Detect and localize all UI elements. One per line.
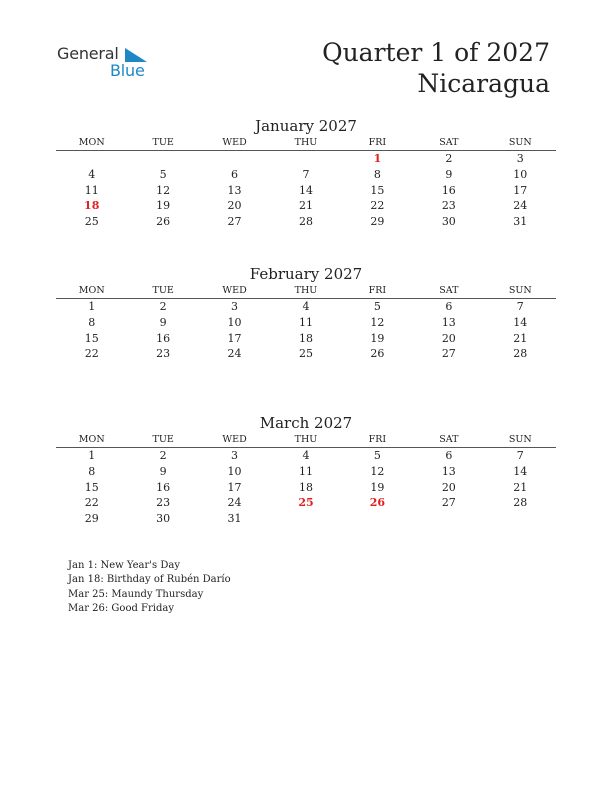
- day-cell: 10: [227, 464, 242, 478]
- day-cell: 20: [227, 199, 242, 213]
- day-cell: 7: [516, 449, 524, 462]
- day-cell: 8: [88, 315, 96, 329]
- page-title: Quarter 1 of 2027: [322, 38, 550, 67]
- day-cell: 14: [513, 464, 528, 478]
- week-row: [56, 495, 556, 511]
- day-cell: 10: [513, 167, 528, 181]
- day-cell: 4: [302, 449, 310, 462]
- holiday-note: Mar 26: Good Friday: [68, 603, 174, 615]
- logo-word-blue: Blue: [110, 61, 145, 80]
- day-cell: 23: [441, 199, 456, 213]
- weekday-label: THU: [294, 285, 318, 296]
- day-cell: 17: [513, 183, 528, 197]
- holiday-note: Mar 25: Maundy Thursday: [68, 588, 204, 600]
- day-cell: 23: [156, 347, 171, 361]
- day-cell: 27: [441, 496, 456, 510]
- day-cell: 4: [88, 167, 96, 181]
- holiday-note: Jan 1: New Year's Day: [68, 560, 180, 571]
- week-row: [56, 331, 556, 347]
- month-january: [56, 116, 556, 230]
- weekday-label: TUE: [152, 434, 174, 445]
- day-cell: 29: [370, 215, 385, 229]
- day-cell: 28: [513, 496, 528, 510]
- day-cell: 26: [156, 215, 171, 229]
- day-cell: 21: [298, 199, 313, 213]
- week-row: [56, 167, 556, 183]
- weekday-label: SAT: [439, 137, 459, 148]
- weekday-label: FRI: [368, 137, 387, 148]
- weekday-label: MON: [78, 285, 105, 296]
- day-cell: 5: [159, 167, 167, 181]
- day-cell: 3: [231, 300, 239, 313]
- day-cell: 16: [156, 331, 171, 345]
- weekday-label: THU: [294, 434, 318, 445]
- day-cell: 13: [227, 183, 242, 197]
- week-row: [56, 448, 556, 464]
- empty-day-cell: [56, 151, 127, 167]
- month-title: February 2027: [249, 265, 363, 283]
- logo-triangle-icon: [125, 48, 147, 62]
- weekday-label: SAT: [439, 285, 459, 296]
- day-cell: 18: [298, 480, 313, 494]
- day-cell: 25: [298, 347, 313, 361]
- day-cell: 2: [159, 449, 167, 462]
- day-cell: 11: [298, 315, 313, 329]
- day-cell: 6: [445, 449, 453, 462]
- weekday-label: SAT: [439, 434, 459, 445]
- weekday-label: FRI: [368, 434, 387, 445]
- day-cell: 12: [156, 183, 171, 197]
- month-march: [56, 413, 556, 527]
- weekday-header: [56, 136, 556, 151]
- week-row: [56, 214, 556, 230]
- weekday-label: SUN: [508, 434, 532, 445]
- day-cell: 7: [516, 300, 524, 313]
- day-cell: 24: [227, 496, 242, 510]
- logo: [57, 44, 157, 84]
- day-cell: 20: [441, 480, 456, 494]
- week-row: [56, 151, 556, 167]
- week-row: [56, 198, 556, 214]
- day-cell: 22: [84, 496, 99, 510]
- weekday-label: THU: [294, 137, 318, 148]
- day-cell: 13: [441, 464, 456, 478]
- day-cell: 1: [373, 152, 382, 165]
- day-cell: 30: [156, 512, 171, 526]
- holiday-note: Jan 18: Birthday of Rubén Darío: [68, 574, 231, 586]
- weekday-label: FRI: [368, 285, 387, 296]
- day-cell: 14: [513, 315, 528, 329]
- day-cell: 22: [370, 199, 385, 213]
- weekday-label: TUE: [152, 285, 174, 296]
- week-row: [56, 464, 556, 480]
- weekday-label: SUN: [508, 137, 532, 148]
- month-title: January 2027: [255, 117, 357, 135]
- weekday-header: [56, 433, 556, 448]
- weekday-label: TUE: [152, 137, 174, 148]
- weekday-label: MON: [78, 137, 105, 148]
- empty-day-cell: [127, 151, 198, 167]
- day-cell: 26: [370, 347, 385, 361]
- day-cell: 5: [373, 300, 381, 313]
- week-row: [56, 299, 556, 315]
- day-cell: 12: [370, 464, 385, 478]
- day-cell: 7: [302, 167, 310, 181]
- day-cell: 17: [227, 331, 242, 345]
- empty-day-cell: [485, 511, 556, 527]
- empty-day-cell: [342, 511, 413, 527]
- day-cell: 4: [302, 300, 310, 313]
- day-cell: 16: [156, 480, 171, 494]
- day-cell: 24: [227, 347, 242, 361]
- day-cell: 19: [156, 199, 171, 213]
- day-cell: 9: [159, 315, 167, 329]
- empty-day-cell: [270, 511, 341, 527]
- day-cell: 17: [227, 480, 242, 494]
- day-cell: 19: [370, 331, 385, 345]
- weekday-header: [56, 284, 556, 299]
- weekday-label: SUN: [508, 285, 532, 296]
- week-row: [56, 511, 556, 527]
- day-cell: 15: [370, 183, 385, 197]
- empty-day-cell: [413, 511, 484, 527]
- week-row: [56, 315, 556, 331]
- day-cell: 9: [445, 167, 453, 181]
- day-cell: 9: [159, 464, 167, 478]
- day-cell: 8: [373, 167, 381, 181]
- day-cell: 21: [513, 331, 528, 345]
- day-cell: 30: [441, 215, 456, 229]
- weekday-label: WED: [222, 434, 247, 445]
- day-cell: 16: [441, 183, 456, 197]
- month-grid: [56, 448, 556, 527]
- day-cell: 15: [84, 480, 99, 494]
- day-cell: 25: [298, 496, 314, 510]
- month-grid: [56, 151, 556, 230]
- day-cell: 21: [513, 480, 528, 494]
- country-name: Nicaragua: [417, 69, 550, 98]
- day-cell: 2: [159, 300, 167, 313]
- day-cell: 28: [298, 215, 313, 229]
- day-cell: 11: [298, 464, 313, 478]
- day-cell: 22: [84, 347, 99, 361]
- weekday-label: MON: [78, 434, 105, 445]
- day-cell: 18: [298, 331, 313, 345]
- week-row: [56, 480, 556, 496]
- day-cell: 1: [88, 300, 96, 313]
- day-cell: 24: [513, 199, 528, 213]
- day-cell: 3: [231, 449, 239, 462]
- day-cell: 6: [445, 300, 453, 313]
- week-row: [56, 183, 556, 199]
- day-cell: 26: [369, 496, 386, 510]
- day-cell: 2: [445, 152, 453, 165]
- day-cell: 6: [231, 167, 239, 181]
- day-cell: 8: [88, 464, 96, 478]
- empty-day-cell: [199, 151, 270, 167]
- logo-word-general: General: [57, 44, 119, 63]
- empty-day-cell: [270, 151, 341, 167]
- day-cell: 23: [156, 496, 171, 510]
- day-cell: 31: [227, 512, 242, 526]
- day-cell: 14: [298, 183, 313, 197]
- month-grid: [56, 299, 556, 362]
- day-cell: 10: [227, 315, 242, 329]
- day-cell: 28: [513, 347, 528, 361]
- day-cell: 15: [84, 331, 99, 345]
- day-cell: 19: [370, 480, 385, 494]
- week-row: [56, 346, 556, 362]
- weekday-label: WED: [222, 137, 247, 148]
- month-title: March 2027: [259, 414, 353, 432]
- day-cell: 27: [441, 347, 456, 361]
- day-cell: 1: [88, 449, 96, 462]
- day-cell: 27: [227, 215, 242, 229]
- day-cell: 18: [84, 199, 100, 213]
- day-cell: 12: [370, 315, 385, 329]
- weekday-label: WED: [222, 285, 247, 296]
- day-cell: 20: [441, 331, 456, 345]
- day-cell: 25: [84, 215, 99, 229]
- day-cell: 13: [441, 315, 456, 329]
- day-cell: 11: [84, 183, 99, 197]
- holiday-notes: [68, 559, 231, 617]
- day-cell: 31: [513, 215, 528, 229]
- day-cell: 5: [373, 449, 381, 462]
- day-cell: 29: [84, 512, 99, 526]
- month-february: [56, 264, 556, 362]
- day-cell: 3: [516, 152, 524, 165]
